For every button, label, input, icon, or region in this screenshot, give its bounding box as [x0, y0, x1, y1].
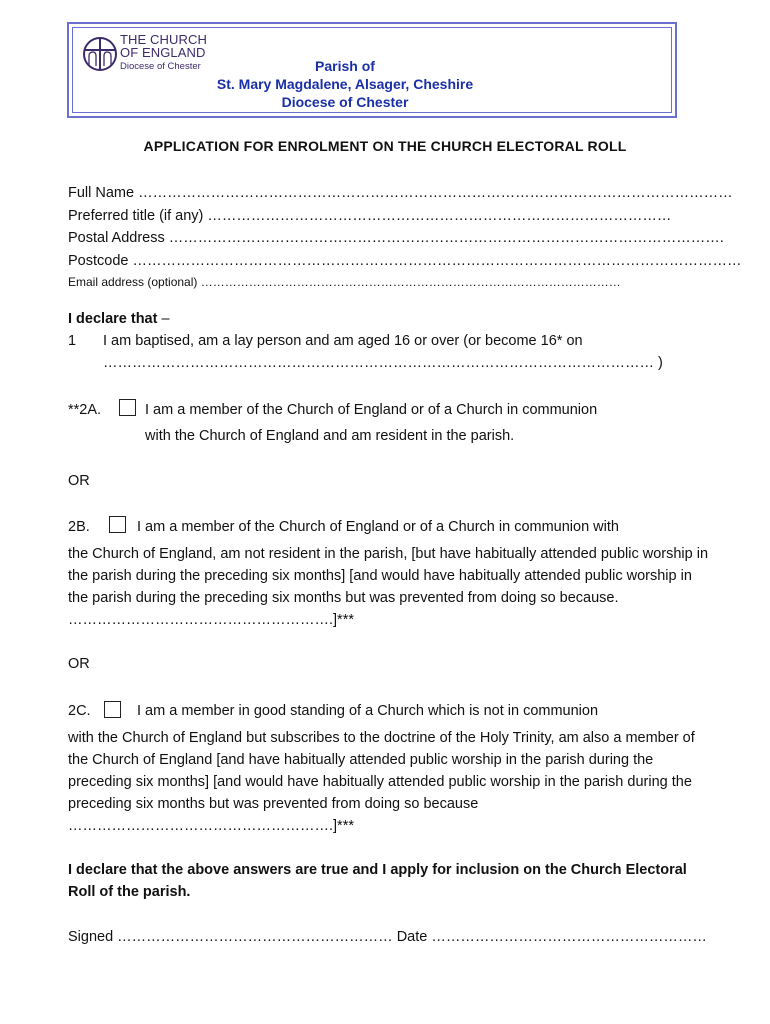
- declaration-heading: I declare that: [68, 311, 158, 327]
- item-2c-continuation: with the Church of England but subscribes to the doctrine of the Holy Trinity, am also a member of the Church of England [and have habitually attended public worship in the parish during the preceding six months] [and would have habitually attended public worship in the parish during the preceding six months but was prevented from doing so because ……………………………………………….]***: [68, 730, 695, 834]
- or-divider-2: OR: [68, 656, 90, 672]
- final-declaration: I declare that the above answers are true and I apply for inclusion on the Church Electoral Roll of the parish.: [68, 862, 687, 900]
- logo-text: [120, 33, 207, 72]
- logo-line-1: THE CHURCH: [120, 32, 207, 47]
- item-1-number: 1: [68, 333, 77, 349]
- logo-line-3: Diocese of Chester: [120, 61, 201, 72]
- parish-line-3: Diocese of Chester: [281, 94, 409, 110]
- signature-date-line[interactable]: Signed ………………………………………………… Date …………………………………………………: [68, 929, 707, 945]
- preferred-title-field[interactable]: Preferred title (if any) ……………………………………………………………………………………: [68, 207, 672, 224]
- personal-details: [68, 182, 742, 292]
- postcode-field[interactable]: Postcode ………………………………………………………………………………………………………………: [68, 252, 742, 269]
- parish-line-2: St. Mary Magdalene, Alsager, Cheshire: [216, 76, 474, 92]
- church-of-england-logo: [80, 32, 120, 76]
- or-divider-1: OR: [68, 473, 90, 489]
- email-field[interactable]: Email address (optional) ……………………………………………………………………………………………: [68, 275, 621, 289]
- logo-line-2: OF ENGLAND: [120, 45, 206, 60]
- item-2a-line-1: I am a member of the Church of England or of a Church in communion: [145, 402, 598, 418]
- postal-address-field[interactable]: Postal Address …………………………………………………………………………………………………….: [68, 230, 724, 246]
- item-2b-line-1: I am a member of the Church of England or of a Church in communion with: [137, 519, 619, 535]
- item-2b-label: 2B.: [68, 519, 90, 535]
- item-2c-line-1: I am a member in good standing of a Church which is not in communion: [137, 703, 599, 719]
- item-2c-label: 2C.: [68, 703, 91, 719]
- item-1-date-line[interactable]: …………………………………………………………………………………………………… ): [103, 355, 663, 371]
- item-2b-continuation: the Church of England, am not resident in the parish, [but have habitually attended public worship in the parish during the preceding six months] [and would have habitually attended public worship in the parish during the preceding six months but was prevented from doing so because. ……………………………………………….]***: [68, 546, 709, 628]
- item-2a-label: **2A.: [68, 402, 102, 418]
- parish-line-1: Parish of: [315, 58, 375, 74]
- form-title: APPLICATION FOR ENROLMENT ON THE CHURCH ELECTORAL ROLL: [143, 138, 627, 154]
- item-2c-checkbox[interactable]: [104, 701, 121, 718]
- declaration-heading-line: [68, 308, 170, 330]
- logo-arch-right: [104, 52, 111, 66]
- item-1-text: I am baptised, am a lay person and am aged 16 or over (or become 16* on: [103, 333, 583, 349]
- item-2b-checkbox[interactable]: [109, 516, 126, 533]
- item-2a-checkbox[interactable]: [119, 399, 136, 416]
- logo-arch-left: [89, 52, 96, 66]
- item-2a-line-2: with the Church of England and am resident in the parish.: [145, 428, 515, 444]
- full-name-field[interactable]: Full Name ……………………………………………………………………………………………………………: [68, 185, 733, 201]
- declaration-dash: –: [157, 311, 170, 327]
- parish-header: [205, 57, 485, 111]
